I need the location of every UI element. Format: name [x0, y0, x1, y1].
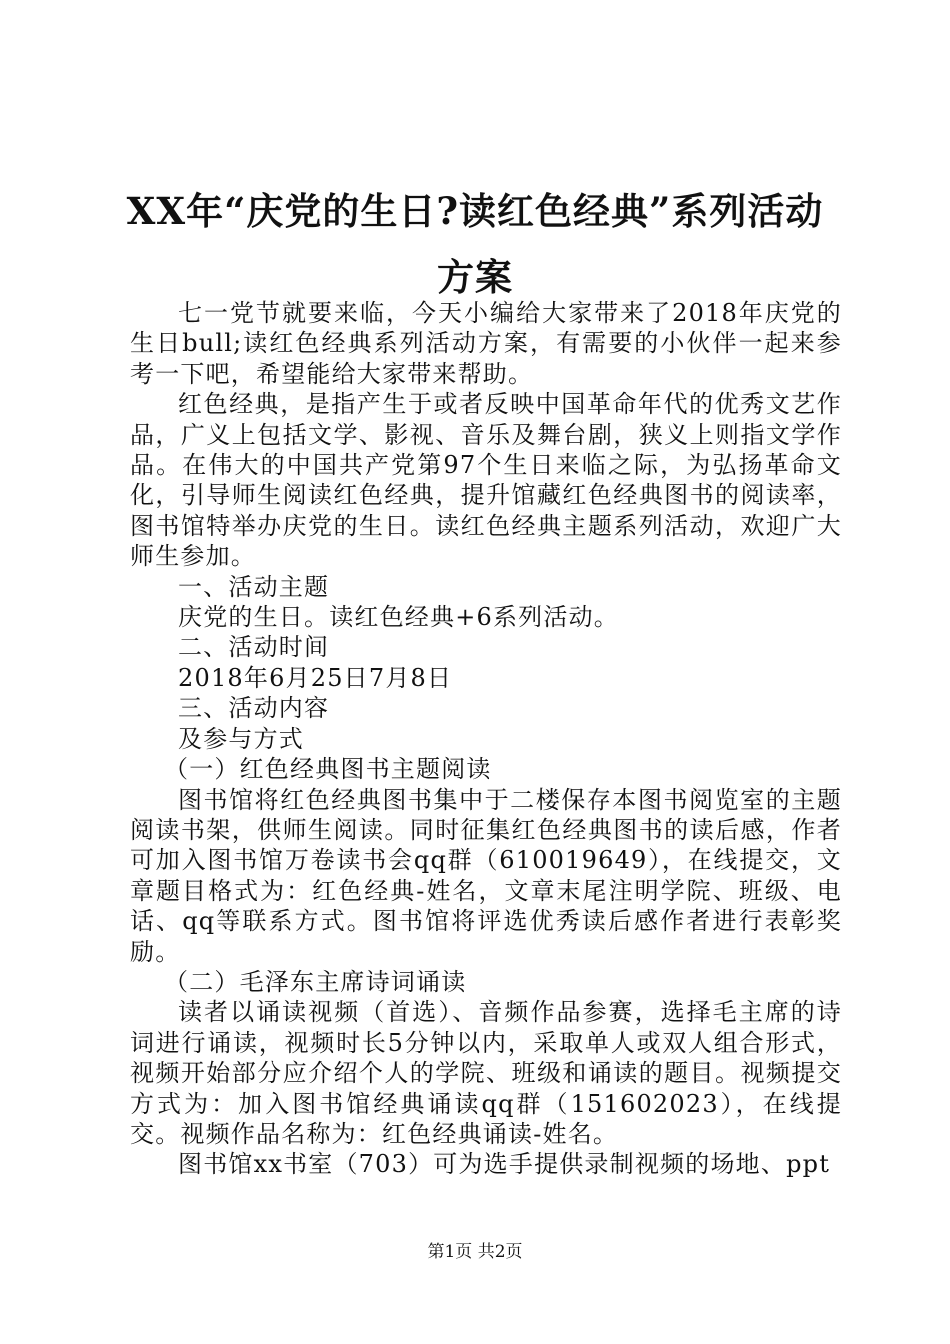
document-title: XX年“庆党的生日?读红色经典”系列活动方案 [126, 189, 824, 299]
theme-text: 庆党的生日。读红色经典+6系列活动。 [178, 603, 619, 632]
section-heading-content: 三、活动内容 [178, 694, 330, 723]
section-heading-content-cont: 及参与方式 [178, 724, 304, 753]
reading-paragraph: 图书馆将红色经典图书集中于二楼保存本图书阅览室的主题阅读书架，供师生阅读。同时征集红色经典图书的读后感，作者可加入图书馆万卷读书会qq群（610019649），在线提交，文章题目格式为：红色经典-姓名，文章末尾注明学院、班级、电话、qq等联系方式。图书馆将评选优秀读后感作者进行表彰奖励。 [130, 785, 842, 966]
section-heading-time: 二、活动时间 [178, 633, 330, 662]
time-text: 2018年6月25日7月8日 [178, 663, 453, 692]
background-paragraph: 红色经典，是指产生于或者反映中国革命年代的优秀文艺作品，广义上包括文学、影视、音乐及舞台剧，狭义上则指文学作品。在伟大的中国共产党第97个生日来临之际，为弘扬革命文化，引导师生阅读红色经典，提升馆藏红色经典图书的阅读率，图书馆特举办庆党的生日。读红色经典主题系列活动，欢迎广大师生参加。 [130, 390, 842, 571]
venue-paragraph: 图书馆xx书室（703）可为选手提供录制视频的场地、ppt [178, 1150, 831, 1179]
document-body [130, 298, 842, 1180]
page-footer: 第1页 共2页 [427, 1242, 523, 1262]
subheading-reading: （一）红色经典图书主题阅读 [164, 755, 492, 784]
section-heading-theme: 一、活动主题 [178, 572, 330, 601]
recitation-paragraph: 读者以诵读视频（首选）、音频作品参赛，选择毛主席的诗词进行诵读，视频时长5分钟以内，采取单人或双人组合形式，视频开始部分应介绍个人的学院、班级和诵读的题目。视频提交方式为：加入图书馆经典诵读qq群（151602023），在线提交。视频作品名称为：红色经典诵读-姓名。 [130, 998, 842, 1148]
intro-paragraph: 七一党节就要来临，今天小编给大家带来了2018年庆党的生日bull;读红色经典系列活动方案，有需要的小伙伴一起来参考一下吧，希望能给大家带来帮助。 [130, 299, 842, 388]
subheading-recitation: （二）毛泽东主席诗词诵读 [164, 967, 467, 996]
